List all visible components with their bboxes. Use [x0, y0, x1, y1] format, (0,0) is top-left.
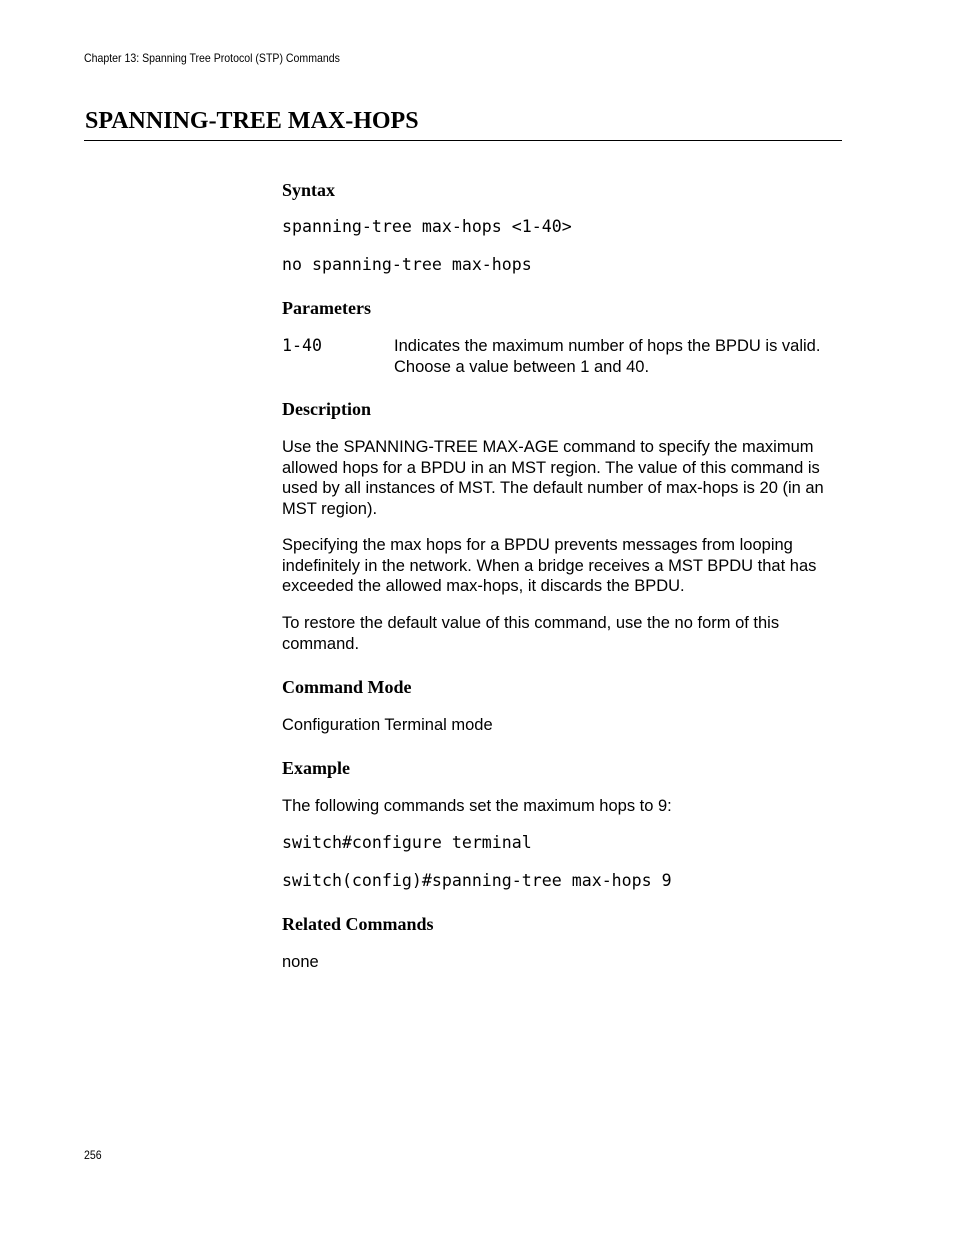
- command-mode-text: Configuration Terminal mode: [282, 716, 493, 734]
- example-heading: Example: [282, 758, 351, 778]
- parameter-name: 1-40: [282, 336, 322, 355]
- syntax-line: spanning-tree max-hops <1-40>: [282, 217, 572, 236]
- syntax-heading: Syntax: [282, 180, 336, 200]
- command-mode-heading: Command Mode: [282, 677, 412, 697]
- related-commands-text: none: [282, 953, 319, 971]
- related-commands-heading: Related Commands: [282, 914, 434, 934]
- description-heading: Description: [282, 399, 371, 419]
- description-paragraph: Specifying the max hops for a BPDU prevents messages from looping indefinitely in the network. When a bridge receives a MST BPDU that has exceeded the allowed max-hops, it discards the BPDU.: [282, 536, 817, 595]
- parameters-heading: Parameters: [282, 298, 371, 318]
- example-intro: The following commands set the maximum hops to 9:: [282, 797, 672, 815]
- page-number: 256: [84, 1148, 102, 1162]
- description-paragraph: To restore the default value of this command, use the no form of this command.: [282, 614, 780, 653]
- example-code-line: switch(config)#spanning-tree max-hops 9: [282, 871, 672, 890]
- description-paragraph: Use the SPANNING-TREE MAX-AGE command to specify the maximum allowed hops for a BPDU in an MST region. The value of this command is used by all instances of MST. The default number of max-hops is 20 (in an MST region).: [282, 438, 824, 518]
- page-title: SPANNING-TREE MAX-HOPS: [85, 108, 419, 134]
- parameter-description: Indicates the maximum number of hops the BPDU is valid. Choose a value between 1 and 40.: [394, 337, 821, 376]
- syntax-line-negated: no spanning-tree max-hops: [282, 255, 532, 274]
- running-header: Chapter 13: Spanning Tree Protocol (STP) Commands: [84, 51, 340, 65]
- title-divider: [84, 140, 842, 141]
- example-code-line: switch#configure terminal: [282, 833, 532, 852]
